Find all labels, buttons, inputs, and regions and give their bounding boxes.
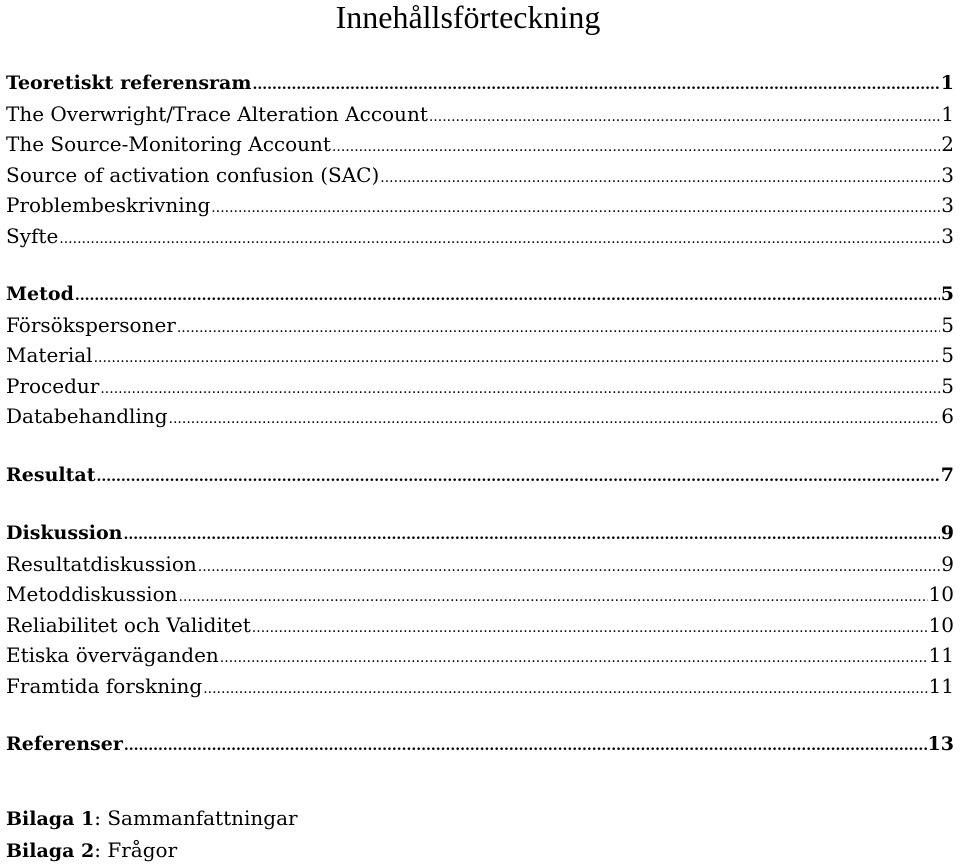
- toc-page-number: 10: [928, 582, 954, 606]
- toc-heading[interactable]: [6, 68, 954, 99]
- toc-page-number: 1: [941, 101, 954, 126]
- toc-heading-title: Diskussion: [6, 522, 123, 544]
- toc-heading-title: Metod: [6, 283, 74, 305]
- toc-page-number: 2: [941, 132, 954, 156]
- toc-heading[interactable]: [6, 729, 954, 760]
- toc-entry[interactable]: [6, 371, 954, 402]
- appendix-label: Bilaga 1: [6, 808, 95, 830]
- appendix-title: Frågor: [101, 838, 178, 862]
- toc-section-referenser: [6, 729, 954, 760]
- toc-entry[interactable]: [6, 129, 954, 160]
- toc-section-teoretiskt-referensram: [6, 68, 954, 251]
- toc-dot-leader: [429, 99, 940, 133]
- toc-entry-title: Framtida forskning: [6, 673, 203, 698]
- appendix-label: Bilaga 2: [6, 840, 95, 862]
- toc-entry-title: Etiska överväganden: [6, 643, 219, 667]
- appendix-title: Sammanfattningar: [101, 806, 298, 830]
- toc-entry[interactable]: [6, 340, 954, 371]
- toc-entry[interactable]: [6, 640, 954, 671]
- toc-dot-leader: [177, 310, 940, 344]
- toc-entry[interactable]: [6, 221, 954, 252]
- toc-page-number: 3: [941, 223, 954, 248]
- toc-dot-leader: [124, 729, 927, 762]
- toc-page-number: 3: [941, 193, 954, 217]
- toc-entry[interactable]: [6, 549, 954, 580]
- toc-heading[interactable]: [6, 279, 954, 310]
- toc-page-number: 13: [927, 733, 954, 755]
- toc-entry[interactable]: [6, 610, 954, 641]
- toc-dot-leader: [220, 640, 928, 674]
- toc-page-number: 9: [941, 551, 954, 576]
- toc-entry-title: The Source-Monitoring Account: [6, 132, 331, 156]
- toc-dot-leader: [380, 160, 940, 194]
- toc-dot-leader: [198, 549, 941, 583]
- appendix-separator: :: [94, 838, 101, 862]
- toc-entry[interactable]: [6, 579, 954, 610]
- toc-page-number: 11: [928, 673, 954, 698]
- toc-entry-title: Problembeskrivning: [6, 193, 211, 217]
- toc-section-diskussion: [6, 518, 954, 701]
- toc-entry-title: Databehandling: [6, 404, 168, 428]
- toc-page-number: 10: [928, 612, 954, 637]
- toc-entry[interactable]: [6, 99, 954, 130]
- toc-entry-title: Metoddiskussion: [6, 582, 178, 606]
- appendix-item[interactable]: [6, 835, 298, 867]
- appendix-separator: :: [94, 806, 101, 830]
- toc-page-number: 3: [941, 162, 954, 187]
- toc-entry-title: Procedur: [6, 373, 100, 398]
- toc-heading-title: Resultat: [6, 463, 96, 486]
- toc-dot-leader: [332, 129, 940, 163]
- toc-dot-leader: [94, 340, 941, 374]
- toc-entry[interactable]: [6, 401, 954, 432]
- toc-dot-leader: [203, 671, 927, 705]
- toc-page-number: 5: [941, 343, 954, 367]
- toc-dot-leader: [211, 190, 940, 224]
- toc-dot-leader: [96, 460, 939, 493]
- toc-page-number: 7: [940, 463, 954, 486]
- toc-dot-leader: [59, 221, 940, 255]
- toc-entry-title: The Overwright/Trace Alteration Account: [6, 101, 428, 126]
- toc-entry-title: Material: [6, 343, 93, 367]
- toc-section-metod: [6, 279, 954, 432]
- page-title: Innehållsförteckning: [335, 0, 601, 35]
- toc-page-number: 5: [941, 312, 954, 337]
- toc-entry-title: Syfte: [6, 223, 59, 248]
- toc-dot-leader: [179, 579, 928, 613]
- toc-entry-title: Source of activation confusion (SAC): [6, 162, 380, 187]
- toc-dot-leader: [100, 371, 940, 405]
- toc-entry[interactable]: [6, 671, 954, 702]
- toc-page-number: 5: [941, 373, 954, 398]
- appendix-item[interactable]: [6, 803, 298, 835]
- toc-entry[interactable]: [6, 160, 954, 191]
- toc-entry[interactable]: [6, 190, 954, 221]
- toc-heading-title: Teoretiskt referensram: [6, 72, 252, 94]
- toc-entry-title: Resultatdiskussion: [6, 551, 197, 576]
- toc-dot-leader: [252, 68, 939, 101]
- toc-page-number: 11: [928, 643, 954, 667]
- toc-heading-title: Referenser: [6, 733, 123, 755]
- toc-entry-title: Försökspersoner: [6, 312, 176, 337]
- toc-heading[interactable]: [6, 518, 954, 549]
- toc-entry[interactable]: [6, 310, 954, 341]
- toc-dot-leader: [169, 401, 941, 435]
- toc-page-number: 1: [940, 72, 954, 94]
- toc-dot-leader: [123, 518, 939, 551]
- toc-heading[interactable]: [6, 460, 954, 491]
- toc-dot-leader: [252, 610, 928, 644]
- toc-page-number: 6: [941, 404, 954, 428]
- table-of-contents: [6, 68, 954, 788]
- toc-page-number: 5: [940, 283, 954, 305]
- toc-page-number: 9: [940, 522, 954, 544]
- appendix-list: [6, 803, 298, 867]
- toc-dot-leader: [75, 279, 940, 312]
- toc-entry-title: Reliabilitet och Validitet: [6, 612, 251, 637]
- toc-section-resultat: [6, 460, 954, 491]
